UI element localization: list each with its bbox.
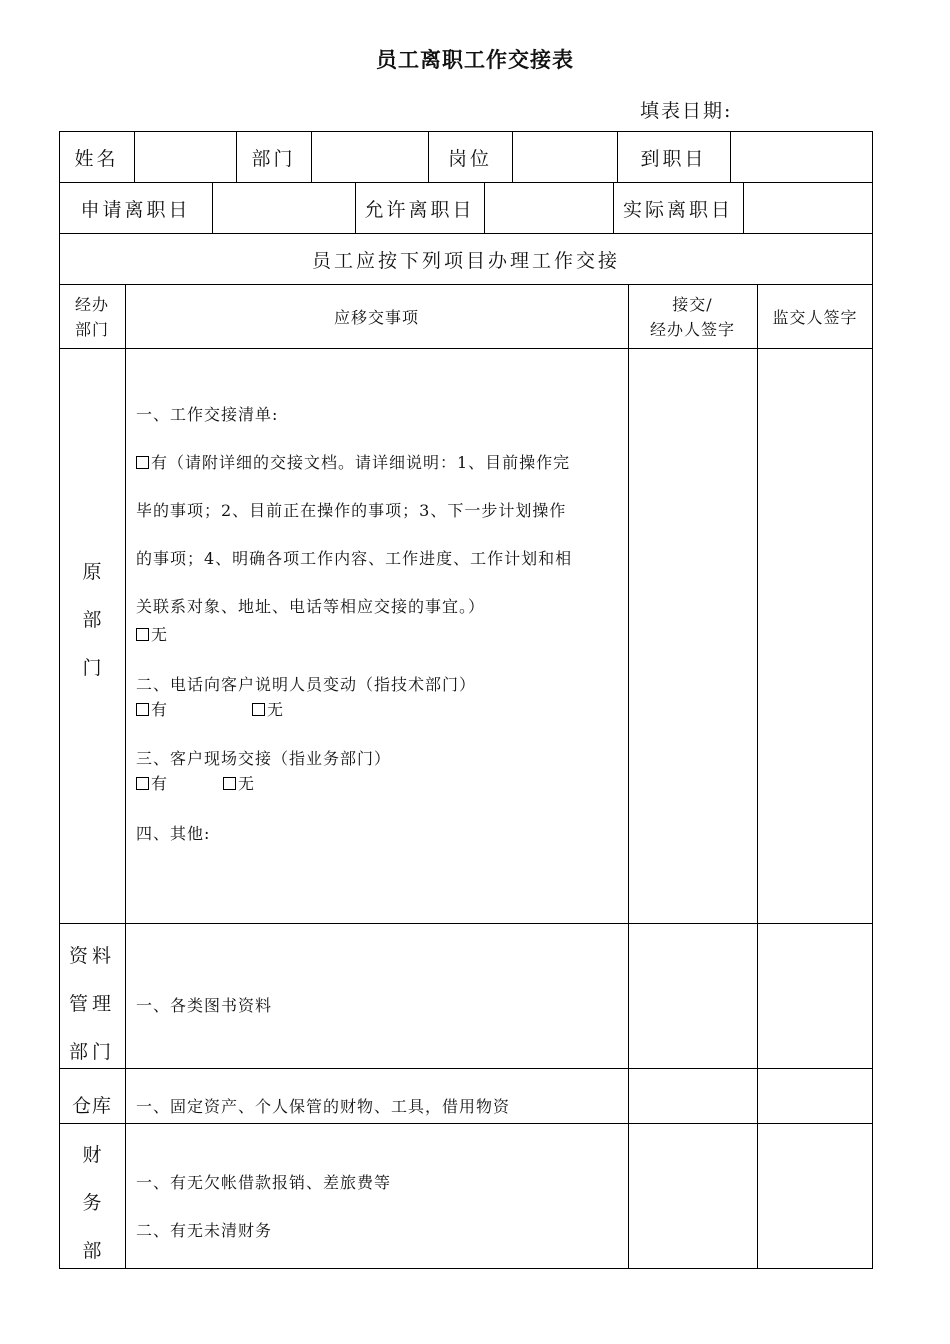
col-divider <box>757 284 758 1269</box>
data-dept-label <box>59 932 125 1076</box>
finance-item-2: 二、有无未清财务 <box>136 1221 273 1240</box>
section-header: 员工应按下列项目办理工作交接 <box>311 250 620 272</box>
col-dept-header-line2: 部门 <box>74 320 109 339</box>
col-divider <box>125 284 126 1269</box>
item3-has-option[interactable]: 有 <box>136 771 168 794</box>
finance-char-3: 部 <box>82 1240 102 1262</box>
checkbox-icon[interactable] <box>136 628 149 641</box>
item2-title: 二、电话向客户说明人员变动（指技术部门） <box>136 675 477 694</box>
col-divider <box>311 131 312 182</box>
data-dept-line-3: 部门 <box>68 1041 115 1063</box>
row-divider <box>59 1068 873 1069</box>
data-dept-line-1: 资料 <box>68 945 115 967</box>
row-divider <box>59 923 873 924</box>
join-date-label: 到职日 <box>640 148 707 170</box>
original-dept-char-1: 原 <box>82 561 102 583</box>
item1-has-option[interactable]: 有（请附详细的交接文档。请详细说明：1、目前操作完 <box>136 450 570 473</box>
col-handover-header-line1: 接交/ <box>672 295 713 314</box>
col-handover-header-line2: 经办人签字 <box>649 320 735 339</box>
col-divider <box>212 182 213 233</box>
row-divider <box>59 233 873 234</box>
item1-detail-line: 关联系对象、地址、电话等相应交接的事宜。） <box>136 597 486 616</box>
col-divider <box>134 131 135 182</box>
dept-label: 部门 <box>251 148 296 170</box>
item2-none-option[interactable]: 无 <box>252 697 284 720</box>
page-title: 员工离职工作交接表 <box>376 48 574 72</box>
finance-item-1: 一、有无欠帐借款报销、差旅费等 <box>136 1173 392 1192</box>
item1-none-option[interactable]: 无 <box>136 622 168 645</box>
data-dept-item: 一、各类图书资料 <box>136 996 273 1015</box>
col-divider <box>628 284 629 1269</box>
row-divider <box>59 1123 873 1124</box>
checkbox-icon[interactable] <box>252 703 265 716</box>
item4-title: 四、其他: <box>136 824 211 843</box>
item3-title: 三、客户现场交接（指业务部门） <box>136 749 392 768</box>
item1-detail-line: 毕的事项；2、目前正在操作的事项；3、下一步计划操作 <box>136 501 567 520</box>
row-divider <box>59 182 873 183</box>
name-label: 姓名 <box>74 148 119 170</box>
col-divider <box>512 131 513 182</box>
original-dept-char-3: 门 <box>82 657 102 679</box>
apply-date-label: 申请离职日 <box>80 199 191 221</box>
actual-date-label: 实际离职日 <box>622 199 733 221</box>
col-dept-header-line1: 经办 <box>74 295 109 314</box>
col-divider <box>743 182 744 233</box>
finance-char-2: 务 <box>82 1192 102 1214</box>
checkbox-icon[interactable] <box>136 703 149 716</box>
original-dept-char-2: 部 <box>82 609 102 631</box>
checkbox-icon[interactable] <box>136 456 149 469</box>
item2-has-option[interactable]: 有 <box>136 697 168 720</box>
checkbox-icon[interactable] <box>136 777 149 790</box>
col-divider <box>484 182 485 233</box>
item1-detail-line: 的事项；4、明确各项工作内容、工作进度、工作计划和相 <box>136 549 573 568</box>
checkbox-icon[interactable] <box>223 777 236 790</box>
finance-dept-label <box>59 1131 125 1275</box>
allowed-date-label: 允许离职日 <box>364 199 475 221</box>
item1-title: 一、工作交接清单: <box>136 405 279 424</box>
fill-date-label: 填表日期: <box>640 100 733 122</box>
data-dept-line-2: 管理 <box>68 993 115 1015</box>
item3-none-option[interactable]: 无 <box>223 771 255 794</box>
row-divider <box>59 348 873 349</box>
row-divider <box>59 284 873 285</box>
warehouse-label: 仓库 <box>71 1095 112 1117</box>
warehouse-item: 一、固定资产、个人保管的财物、工具，借用物资 <box>136 1097 511 1116</box>
col-divider <box>730 131 731 182</box>
original-dept-label <box>59 548 125 692</box>
finance-char-1: 财 <box>82 1144 102 1166</box>
post-label: 岗位 <box>447 148 492 170</box>
col-items-header: 应移交事项 <box>333 308 419 327</box>
col-supervisor-header: 监交人签字 <box>772 308 858 327</box>
